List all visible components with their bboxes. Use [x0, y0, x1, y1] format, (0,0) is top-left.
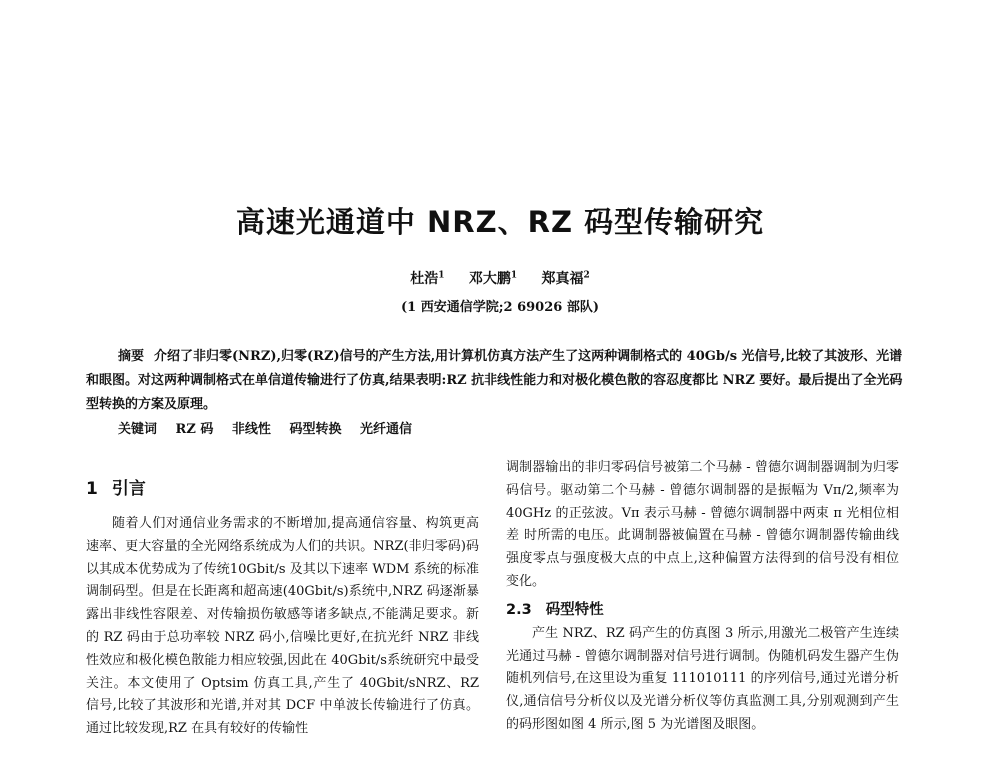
keywords-label: 关键词: [118, 422, 158, 437]
paper-title: 高速光通道中 NRZ、RZ 码型传输研究: [235, 205, 765, 239]
abstract-text: 介绍了非归零(NRZ),归零(RZ)信号的产生方法,用计算机仿真方法产生了这两种调制格式的 40Gb/s 光信号,比较了其波形、光谱和眼图。对这两种调制格式在单信道传输进行了仿真,结果表明:RZ 抗非线性能力和对极化模色散的容忍度都比 NRZ 要好。最后提出了全光码型转换的方案及原理。: [86, 349, 903, 412]
body-paragraph: 产生 NRZ、RZ 码产生的仿真图 3 所示,用激光二极管产生连续光通过马赫 - 曾德尔调制器对信号进行调制。伪随机码发生器产生伪随机列信号,在这里设为重复 111010111 的序列信号,通过光谱分析仪,通信信号分析仪以及光谱分析仪等仿真监测工具,分别观测到产生的码形图如图 4 所示,图 5 为光谱图及眼图。: [506, 625, 899, 732]
keyword: 光纤通信: [360, 422, 413, 437]
abstract-label: 摘要: [118, 349, 145, 364]
author-name: 杜浩: [410, 271, 439, 287]
section-heading: [86, 474, 479, 499]
body-paragraph: 随着人们对通信业务需求的不断增加,提高通信容量、构筑更高速率、更大容量的全光网络系统成为人们的共识。NRZ(非归零码)码以其成本优势成为了传统10Gbit/s 及其以下速率 WDM 系统的标准调制码型。但是在长距离和超高速(40Gbit/s)系统中,NRZ 码逐渐暴露出非线性容限差、对传输损伤敏感等诸多缺点,不能满足要求。新的 RZ 码由于总功率较 NRZ 码小,信噪比更好,在抗光纤 NRZ 非线性效应和极化模色散能力相应较强,因此在 40Gbit/s系统研究中最受关注。本文使用了 Optsim 仿真工具,产生了 40Gbit/sNRZ、RZ 信号,比较了其波形和光谱,并对其 DCF 中单波长传输进行了仿真。通过比较发现,RZ 在具有较好的传输性: [86, 516, 479, 737]
keyword: 码型转换: [289, 422, 342, 437]
section-number: 1: [86, 479, 98, 499]
author-affiliation-mark: 1: [438, 270, 445, 281]
subsection-number: 2.3: [506, 601, 532, 618]
affiliation: (1 西安通信学院;2 69026 部队): [401, 300, 599, 315]
section-title: 引言: [111, 479, 146, 499]
body-paragraph: 调制器输出的非归零码信号被第二个马赫 - 曾德尔调制器调制为归零码信号。驱动第二个马赫 - 曾德尔调制器的是振幅为 Vπ/2,频率为 40GHz 的正弦波。Vπ 表示马赫 - 曾德尔调制器中两束 π 光相位相差 时所需的电压。此调制器被偏置在马赫 - 曾德尔调制器传输曲线强度零点与强度极大点的中点上,这种偏置方法得到的信号没有相位变化。: [506, 460, 899, 589]
author-affiliation-mark: 2: [583, 270, 590, 281]
subsection-title: 码型特性: [545, 601, 604, 618]
left-column: [86, 474, 479, 741]
keyword: 非线性: [231, 422, 271, 437]
abstract: [86, 345, 910, 417]
subsection-heading: [506, 597, 899, 623]
author-list: [0, 268, 1000, 288]
author-name: 郑真福: [541, 271, 584, 287]
author-affiliation-mark: 1: [510, 270, 518, 281]
keyword: RZ 码: [175, 422, 214, 437]
author-name: 邓大鹏: [468, 271, 511, 287]
keywords: [86, 418, 910, 437]
right-column: [506, 457, 899, 737]
